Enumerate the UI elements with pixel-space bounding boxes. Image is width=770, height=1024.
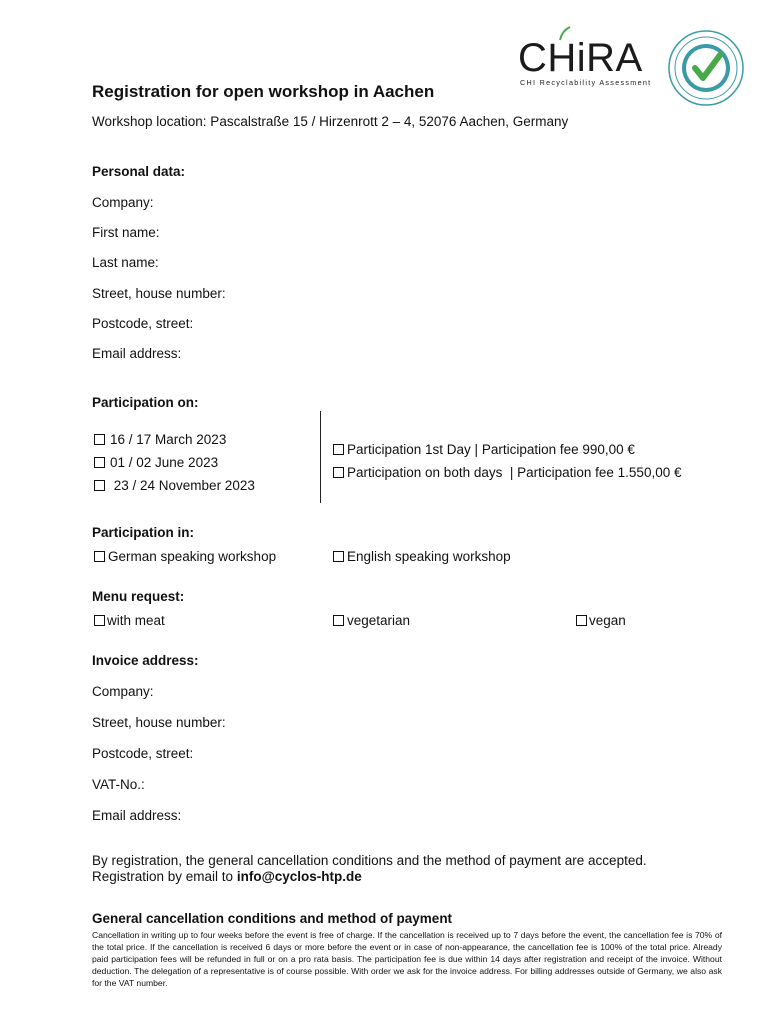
chira-logo bbox=[518, 28, 748, 110]
cancellation-text: Cancellation in writing up to four weeks before the event is free of charge. If the cancellation is received up to 7 days before the event, the cancellation fee is 70% of the total price. If the cancellation is received 6 days or more before the event or in case of non-appearance, the cancellation fee is 100% of the total price. Already paid participation fees will be refunded in full or on a pro rata basis. The participation fee is due within 14 days after registration and receipt of the invoice. Without deduction. The delegation of a representative is of course possible. With order we ask for the invoice address. For billing addresses outside of Germany, we also ask for the VAT number. bbox=[92, 930, 722, 989]
certification-seal-icon bbox=[666, 28, 746, 108]
language-option-english[interactable]: English speaking workshop bbox=[333, 549, 511, 564]
notice-line-2: Registration by email to info@cyclos-htp.de bbox=[92, 869, 362, 884]
field-email[interactable]: Email address: bbox=[92, 346, 182, 361]
personal-data-heading: Personal data: bbox=[92, 164, 186, 179]
invoice-field-vat[interactable]: VAT-No.: bbox=[92, 777, 145, 792]
field-last-name[interactable]: Last name: bbox=[92, 255, 159, 270]
checkbox[interactable] bbox=[94, 434, 105, 445]
field-first-name[interactable]: First name: bbox=[92, 225, 160, 240]
menu-option-meat[interactable]: with meat bbox=[94, 613, 165, 628]
workshop-location: Workshop location: Pascalstraße 15 / Hirzenrott 2 – 4, 52076 Aachen, Germany bbox=[92, 114, 569, 129]
menu-request-heading: Menu request: bbox=[92, 589, 185, 604]
invoice-field-postcode[interactable]: Postcode, street: bbox=[92, 746, 194, 761]
date-option-november[interactable]: 23 / 24 November 2023 bbox=[94, 478, 255, 493]
invoice-address-heading: Invoice address: bbox=[92, 653, 199, 668]
checkbox[interactable] bbox=[94, 480, 105, 491]
invoice-field-street[interactable]: Street, house number: bbox=[92, 715, 226, 730]
logo-subtitle: CHI Recyclability Assessment bbox=[520, 78, 652, 87]
language-option-german[interactable]: German speaking workshop bbox=[94, 549, 276, 564]
menu-option-vegetarian[interactable]: vegetarian bbox=[333, 613, 410, 628]
checkbox[interactable] bbox=[94, 551, 105, 562]
notice-line-1: By registration, the general cancellation conditions and the method of payment are accepted. bbox=[92, 853, 647, 868]
registration-email-link[interactable]: info@cyclos-htp.de bbox=[236, 869, 362, 884]
logo-wordmark: CHiRA bbox=[518, 36, 643, 80]
date-option-march[interactable]: 16 / 17 March 2023 bbox=[94, 432, 226, 447]
checkbox[interactable] bbox=[94, 615, 105, 626]
field-company[interactable]: Company: bbox=[92, 195, 154, 210]
checkbox[interactable] bbox=[333, 444, 344, 455]
checkbox[interactable] bbox=[576, 615, 587, 626]
fee-option-one-day[interactable]: Participation 1st Day | Participation fee 990,00 € bbox=[333, 442, 635, 457]
checkbox[interactable] bbox=[333, 615, 344, 626]
registration-notice bbox=[92, 853, 647, 885]
cancellation-heading: General cancellation conditions and method of payment bbox=[92, 911, 453, 926]
date-option-june[interactable]: 01 / 02 June 2023 bbox=[94, 455, 218, 470]
menu-option-vegan[interactable]: vegan bbox=[576, 613, 626, 628]
field-postcode[interactable]: Postcode, street: bbox=[92, 316, 194, 331]
participation-on-heading: Participation on: bbox=[92, 395, 199, 410]
field-street[interactable]: Street, house number: bbox=[92, 286, 226, 301]
checkbox[interactable] bbox=[333, 467, 344, 478]
participation-in-heading: Participation in: bbox=[92, 525, 195, 540]
leaf-accent-icon bbox=[558, 26, 572, 42]
fee-option-both-days[interactable]: Participation on both days | Participation fee 1.550,00 € bbox=[333, 465, 681, 480]
invoice-field-email[interactable]: Email address: bbox=[92, 808, 182, 823]
checkbox[interactable] bbox=[94, 457, 105, 468]
invoice-field-company[interactable]: Company: bbox=[92, 684, 154, 699]
page-title: Registration for open workshop in Aachen bbox=[92, 82, 435, 101]
checkbox[interactable] bbox=[333, 551, 344, 562]
column-divider bbox=[320, 411, 321, 503]
